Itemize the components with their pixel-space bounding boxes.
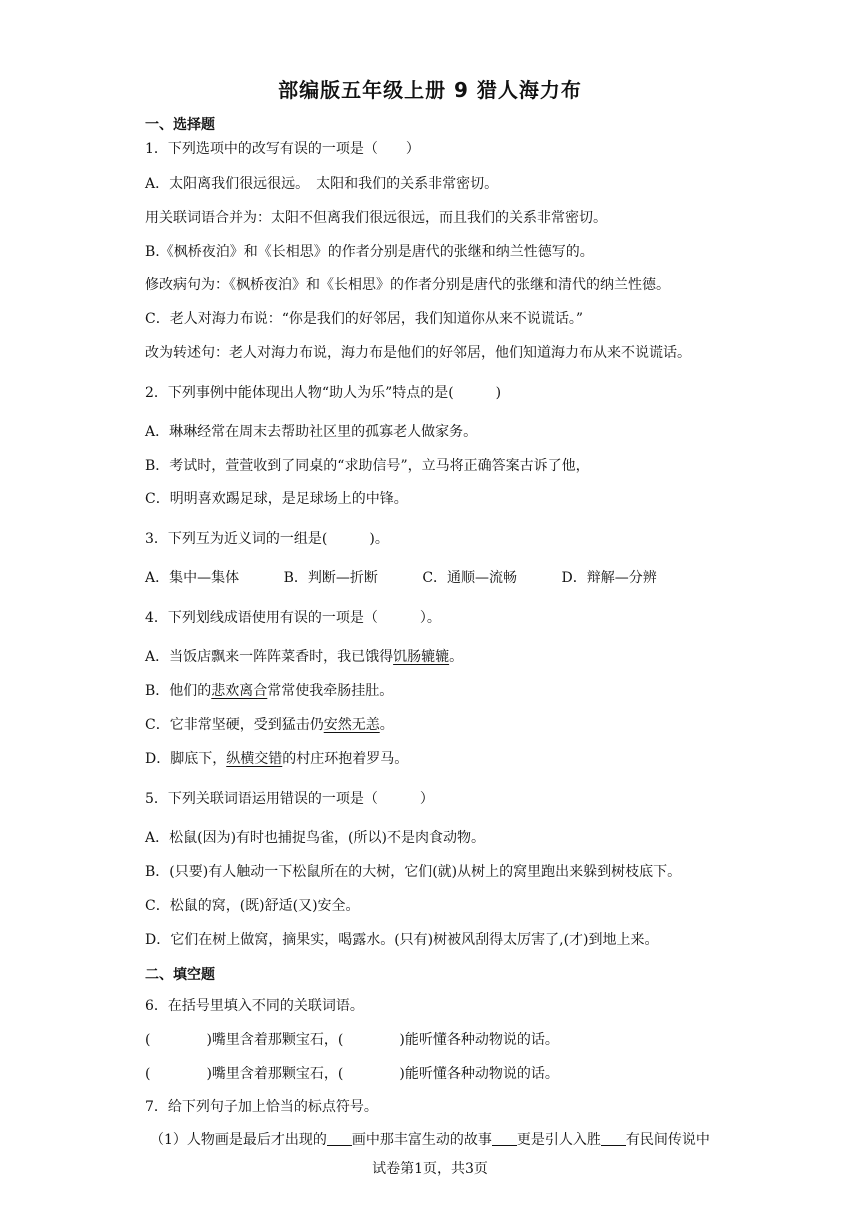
fill-text: )能听懂各种动物说的话。 <box>343 1032 559 1048</box>
punctuation-blank <box>492 1131 517 1146</box>
option-text: A．当饭店飘来一阵阵菜香时，我已饿得 <box>145 649 394 665</box>
question-3-option-b: B．判断—折断 <box>283 570 378 586</box>
question-1-stem: 1．下列选项中的改写有误的一项是（ ） <box>145 141 420 157</box>
question-2-option-a: A．琳琳经常在周末去帮助社区里的孤寡老人做家务。 <box>145 424 478 440</box>
section-heading-choice: 一、选择题 <box>145 117 215 133</box>
underlined-idiom: 饥肠辘辘 <box>393 649 450 665</box>
option-text: D．脚底下， <box>145 751 227 767</box>
question-7-stem: 7．给下列句子加上恰当的标点符号。 <box>145 1099 378 1115</box>
section-heading-fill: 二、填空题 <box>145 967 215 983</box>
question-1-option-c: C．老人对海力布说：“你是我们的好邻居，我们知道你从来不说谎话。” <box>145 311 584 327</box>
question-4-option-d <box>145 750 408 768</box>
punctuation-blank <box>327 1131 352 1146</box>
option-text: 的村庄环抱着罗马。 <box>282 751 409 767</box>
option-text: B．他们的 <box>145 683 212 699</box>
question-6-line-2 <box>145 1065 559 1083</box>
question-3-option-c: C．通顺—流畅 <box>422 570 518 586</box>
question-7-sentence-1 <box>150 1131 710 1149</box>
option-text: 。 <box>449 649 464 665</box>
question-5-option-c: C．松鼠的窝，(既)舒适(又)安全。 <box>145 898 360 914</box>
sentence-part: （1）人物画是最后才出现的 <box>150 1132 327 1148</box>
question-3-option-d: D．辩解—分辨 <box>561 570 657 586</box>
underlined-idiom: 安然无恙 <box>323 717 380 733</box>
page-title: 部编版五年级上册 9 猎人海力布 <box>278 78 582 102</box>
question-1-option-a: A．太阳离我们很远很远。 太阳和我们的关系非常密切。 <box>145 176 499 192</box>
question-1-option-a-rewrite: 用关联词语合并为：太阳不但离我们很远很远，而且我们的关系非常密切。 <box>145 210 607 226</box>
question-3-options <box>145 569 657 587</box>
underlined-idiom: 悲欢离合 <box>211 683 268 699</box>
punctuation-blank <box>601 1131 626 1146</box>
page-footer: 试卷第1页，共3页 <box>372 1161 488 1177</box>
question-1-option-b: B.《枫桥夜泊》和《长相思》的作者分别是唐代的张继和纳兰性德写的。 <box>145 244 594 260</box>
question-4-option-c <box>145 716 394 734</box>
question-5-option-a: A．松鼠(因为)有时也捕捉鸟雀，(所以)不是肉食动物。 <box>145 830 485 846</box>
question-2-stem: 2．下列事例中能体现出人物“助人为乐”特点的是( ) <box>145 385 502 401</box>
question-2-option-c: C．明明喜欢踢足球，是足球场上的中锋。 <box>145 491 408 507</box>
sentence-part: 有民间传说中 <box>625 1132 710 1148</box>
question-4-option-a <box>145 648 463 666</box>
question-1-option-b-rewrite: 修改病句为：《枫桥夜泊》和《长相思》的作者分别是唐代的张继和清代的纳兰性德。 <box>145 277 670 293</box>
question-2-option-b: B．考试时，萱萱收到了同桌的“求助信号”，立马将正确答案古诉了他， <box>145 458 590 474</box>
sentence-part: 更是引人入胜 <box>516 1132 601 1148</box>
underlined-idiom: 纵横交错 <box>226 751 283 767</box>
fill-text: ( )嘴里含着那颗宝石，( <box>145 1066 344 1082</box>
fill-text: ( )嘴里含着那颗宝石，( <box>145 1032 344 1048</box>
option-text: C．它非常坚硬，受到猛击仍 <box>145 717 324 733</box>
question-6-line-1 <box>145 1031 559 1049</box>
sentence-part: 画中那丰富生动的故事 <box>351 1132 492 1148</box>
question-6-stem: 6．在括号里填入不同的关联词语。 <box>145 998 364 1014</box>
question-4-stem: 4．下列划线成语使用有误的一项是（ ）。 <box>145 610 441 626</box>
question-5-option-d: D．它们在树上做窝，摘果实，喝露水。(只有)树被风刮得太厉害了,(才)到地上来。 <box>145 932 659 948</box>
question-4-option-b <box>145 682 393 700</box>
question-3-option-a: A．集中—集体 <box>145 570 240 586</box>
question-1-option-c-rewrite: 改为转述句：老人对海力布说，海力布是他们的好邻居，他们知道海力布从来不说谎话。 <box>145 345 691 361</box>
question-5-option-b: B．(只要)有人触动一下松鼠所在的大树，它们(就)从树上的窝里跑出来躲到树枝底下。 <box>145 864 682 880</box>
option-text: 常常使我牵肠挂肚。 <box>267 683 394 699</box>
option-text: 。 <box>379 717 394 733</box>
question-3-stem: 3．下列互为近义词的一组是( )。 <box>145 531 389 547</box>
question-5-stem: 5．下列关联词语运用错误的一项是（ ） <box>145 791 434 807</box>
fill-text: )能听懂各种动物说的话。 <box>343 1066 559 1082</box>
